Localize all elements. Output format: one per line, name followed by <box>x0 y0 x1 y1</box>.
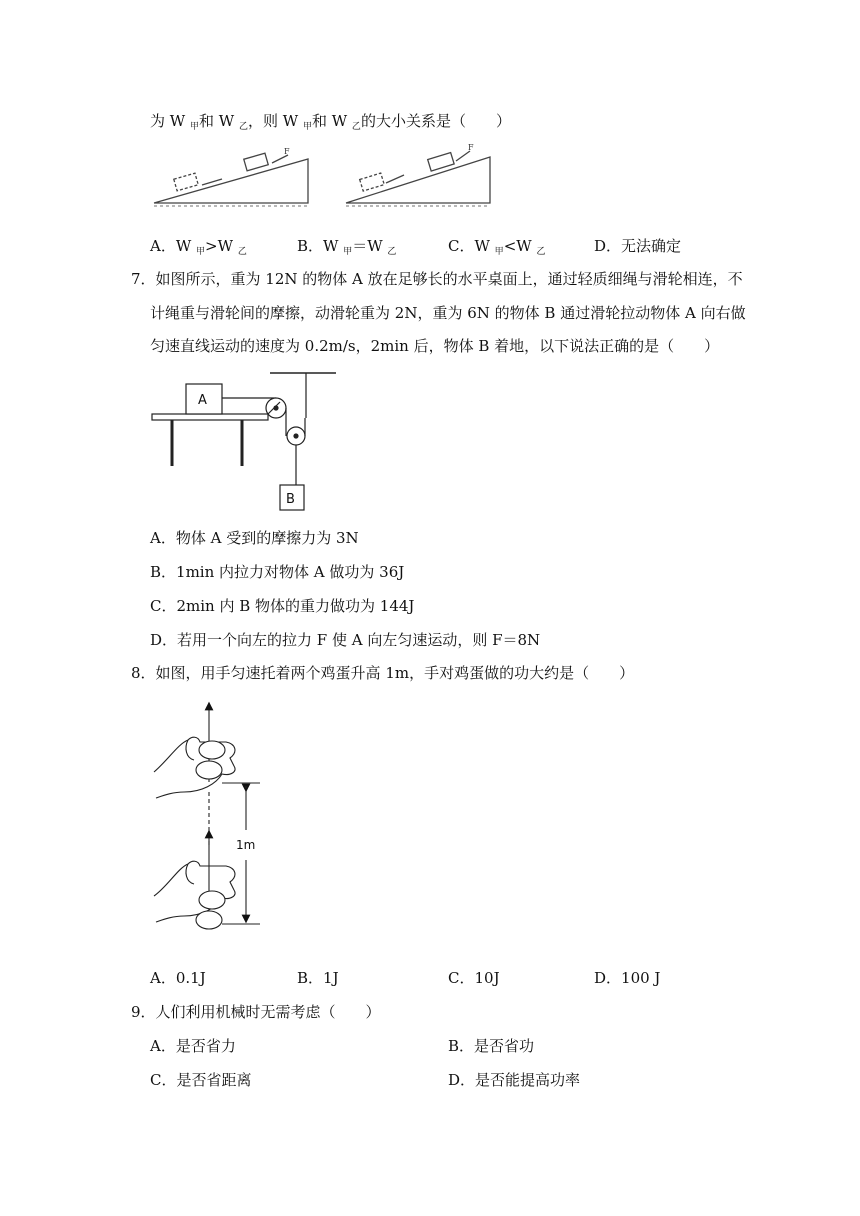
q8-stem: 8．如图，用手匀速托着两个鸡蛋升高 1m，手对鸡蛋做的功大约是（ ） <box>131 664 635 682</box>
q9-option-b: B．是否省功 <box>448 1037 535 1055</box>
q7-option-a: A．物体 A 受到的摩擦力为 3N <box>150 529 359 547</box>
q9-option-a: A．是否省力 <box>150 1037 236 1055</box>
q8-option-d: D．100 J <box>594 969 661 987</box>
q9-option-c: C．是否省距离 <box>150 1071 252 1089</box>
q8-hands-figure <box>150 700 280 950</box>
q9-option-d: D．是否能提高功率 <box>448 1071 581 1089</box>
egg-upper-1 <box>199 741 225 759</box>
q7-stem-line-2: 计绳重与滑轮间的摩擦，动滑轮重为 2N，重为 6N 的物体 B 通过滑轮拉动物体 A 向右做 <box>150 304 746 322</box>
q7-pulley-figure <box>150 370 350 515</box>
q9-stem: 9．人们利用机械时无需考虑（ ） <box>131 1003 381 1021</box>
label-a: A <box>198 393 207 408</box>
egg-lower-1 <box>199 891 225 909</box>
q8-option-a: A．0.1J <box>150 969 206 987</box>
q6-option-d: D．无法确定 <box>594 237 682 255</box>
egg-upper-2 <box>196 761 222 779</box>
q6-force-label-right: F <box>468 143 474 152</box>
q7-option-d: D．若用一个向左的拉力 F 使 A 向左匀速运动，则 F＝8N <box>150 631 541 649</box>
q7-stem-line-1: 7．如图所示，重为 12N 的物体 A 放在足够长的水平桌面上，通过轻质细绳与滑轮相连，不 <box>131 270 743 288</box>
q7-option-b: B．1min 内拉力对物体 A 做功为 36J <box>150 563 405 581</box>
q6-option-b: B．W $_甲$＝W $_乙$ <box>297 237 397 257</box>
height-label: 1m <box>236 838 256 852</box>
q7-stem-line-3: 匀速直线运动的速度为 0.2m/s，2min 后，物体 B 着地，以下说法正确的是（ ） <box>150 337 720 355</box>
q8-option-c: C．10J <box>448 969 500 987</box>
egg-lower-2 <box>196 911 222 929</box>
q7-option-c: C．2min 内 B 物体的重力做功为 144J <box>150 597 415 615</box>
q8-option-b: B．1J <box>297 969 339 987</box>
q6-option-c: C．W $_甲$<W $_乙$ <box>448 237 546 257</box>
label-b: B <box>286 492 295 507</box>
q6-force-label-left: F <box>284 147 290 156</box>
incline-right <box>346 151 490 206</box>
q6-incline-figure <box>150 145 510 215</box>
q6-stem-tail: 为 W $_甲$和 W $_乙$，则 W $_甲$和 W $_乙$的大小关系是（ ） <box>150 112 511 132</box>
q6-option-a: A．W $_甲$>W $_乙$ <box>150 237 247 257</box>
incline-left <box>154 153 308 206</box>
